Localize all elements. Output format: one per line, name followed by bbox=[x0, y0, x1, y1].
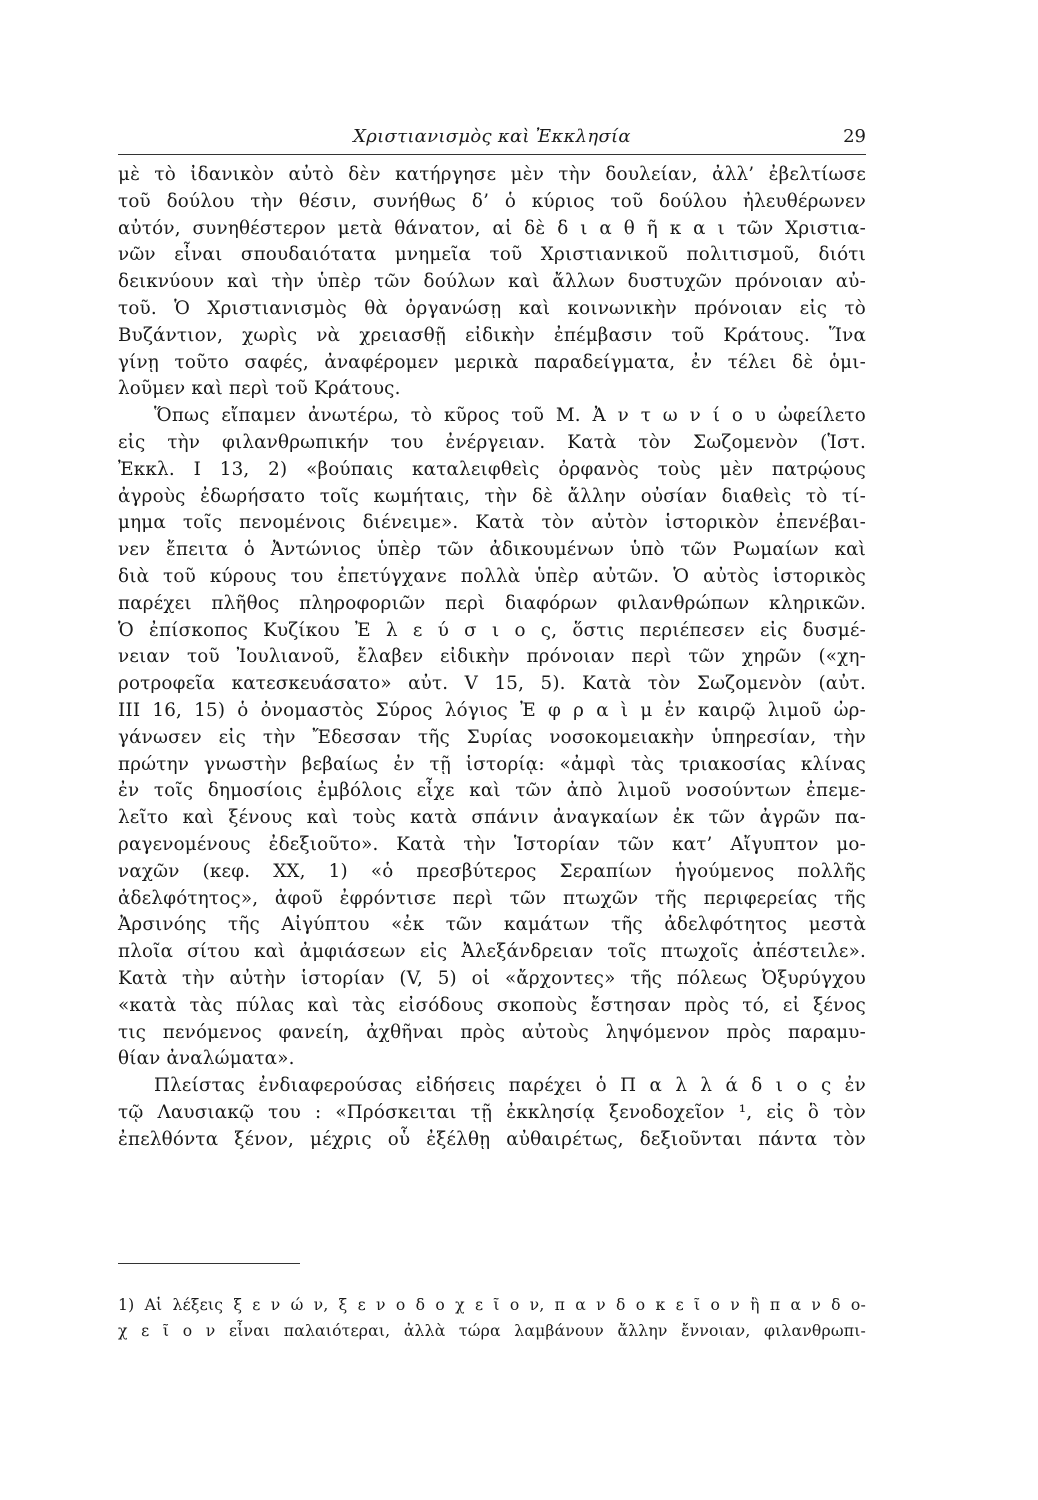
text-line: ἐν τοῖς δημοσίοις ἐμβόλοις εἶχε καὶ τῶν ἀπὸ λιμοῦ νοσούντων ἐπεμε- bbox=[118, 780, 866, 802]
body-text bbox=[118, 162, 866, 1153]
text-line: ραγενομένους ἐδεξιοῦτο». Κατὰ τὴν Ἱστορίαν τῶν κατ’ Αἴγυπτον μο- bbox=[118, 833, 866, 855]
text-line: Ὅπως εἴπαμεν ἀνωτέρω, τὸ κῦρος τοῦ Μ. Ἀ ν τ ω ν ί ο υ ὠφείλετο bbox=[154, 405, 866, 427]
text-line: λοῦμεν καὶ περὶ τοῦ Κράτους. bbox=[118, 378, 401, 400]
text-line: νεν ἔπειτα ὁ Ἀντώνιος ὑπὲρ τῶν ἀδικουμένων ὑπὸ τῶν Ρωμαίων καὶ bbox=[118, 539, 866, 561]
text-line: εἰς τὴν φιλανθρωπικήν του ἐνέργειαν. Κατὰ τὸν Σωζομενὸν (Ἱστ. bbox=[118, 431, 866, 453]
text-line: Ὁ ἐπίσκοπος Κυζίκου Ἐ λ ε ύ σ ι ο ς, ὅστις περιέπεσεν εἰς δυσμέ- bbox=[118, 619, 866, 641]
text-line: ἀδελφότητος», ἀφοῦ ἐφρόντισε περὶ τῶν πτωχῶν τῆς περιφερείας τῆς bbox=[118, 887, 866, 909]
text-line: τοῦ. Ὁ Χριστιανισμὸς θὰ ὀργανώσῃ καὶ κοινωνικὴν πρόνοιαν εἰς τὸ bbox=[118, 297, 866, 319]
text-line: τοῦ δούλου τὴν θέσιν, συνήθως δ’ ὁ κύριος τοῦ δούλου ἠλευθέρωνεν bbox=[118, 190, 866, 212]
text-line: θίαν ἀναλώματα». bbox=[118, 1048, 295, 1070]
text-line: Βυζάντιον, χωρὶς νὰ χρειασθῇ εἰδικὴν ἐπέμβασιν τοῦ Κράτους. Ἵνα bbox=[118, 324, 866, 346]
text-line: λεῖτο καὶ ξένους καὶ τοὺς κατὰ σπάνιν ἀναγκαίων ἐκ τῶν ἀγρῶν πα- bbox=[118, 807, 866, 829]
text-line: Πλείστας ἐνδιαφερούσας εἰδήσεις παρέχει ὁ Π α λ λ ά δ ι ο ς ἐν bbox=[154, 1075, 866, 1097]
text-line: παρέχει πλῆθος πληροφοριῶν περὶ διαφόρων φιλανθρώπων κληρικῶν. bbox=[118, 592, 866, 614]
footnote bbox=[118, 1292, 866, 1344]
text-line: ἀγροὺς ἐδωρήσατο τοῖς κωμήταις, τὴν δὲ ἄλλην οὐσίαν διαθεὶς τὸ τί- bbox=[118, 485, 866, 507]
text-line: αὐτόν, συνηθέστερον μετὰ θάνατον, αἱ δὲ δ ι α θ ῆ κ α ι τῶν Χριστια- bbox=[118, 217, 866, 239]
page-number: 29 bbox=[843, 126, 866, 147]
text-line: πρώτην γνωστὴν βεβαίως ἐν τῇ ἱστορίᾳ: «ἀμφὶ τὰς τριακοσίας κλίνας bbox=[118, 753, 866, 775]
text-line: διὰ τοῦ κύρους του ἐπετύγχανε πολλὰ ὑπὲρ αὐτῶν. Ὁ αὐτὸς ἱστορικὸς bbox=[118, 565, 866, 587]
text-line: Κατὰ τὴν αὐτὴν ἱστορίαν (V, 5) οἱ «ἄρχοντες» τῆς πόλεως Ὀξυρύγχου bbox=[118, 967, 866, 989]
text-line: νειαν τοῦ Ἰουλιανοῦ, ἔλαβεν εἰδικὴν πρόνοιαν περὶ τῶν χηρῶν («χη- bbox=[118, 646, 866, 668]
footnote-divider bbox=[118, 1263, 300, 1264]
text-line: νῶν εἶναι σπουδαιότατα μνημεῖα τοῦ Χριστιανικοῦ πολιτισμοῦ, διότι bbox=[118, 244, 866, 266]
footnote-line: χ ε ῖ ο ν εἶναι παλαιότεραι, ἀλλὰ τώρα λαμβάνουν ἄλλην ἔννοιαν, φιλανθρωπι- bbox=[118, 1322, 866, 1340]
text-line: τῷ Λαυσιακῷ του : «Πρόσκειται τῇ ἐκκλησίᾳ ξενοδοχεῖον ¹, εἰς ὃ τὸν bbox=[118, 1101, 866, 1123]
text-line: ναχῶν (κεφ. ΧΧ, 1) «ὁ πρεσβύτερος Σεραπίων ἡγούμενος πολλῆς bbox=[118, 860, 866, 882]
text-line: γάνωσεν εἰς τὴν Ἔδεσσαν τῆς Συρίας νοσοκομειακὴν ὑπηρεσίαν, τὴν bbox=[118, 726, 866, 748]
text-line: Ἐκκλ. Ι 13, 2) «βούπαις καταλειφθεὶς ὀρφανὸς τοὺς μὲν πατρῴους bbox=[118, 458, 866, 480]
text-line: μὲ τὸ ἰδανικὸν αὐτὸ δὲν κατήργησε μὲν τὴν δουλείαν, ἀλλ’ ἐβελτίωσε bbox=[118, 164, 866, 185]
text-line: ΙΙΙ 16, 15) ὁ ὀνομαστὸς Σύρος λόγιος Ἐ φ ρ α ὶ μ ἐν καιρῷ λιμοῦ ὠρ- bbox=[118, 699, 866, 721]
text-line: δεικνύουν καὶ τὴν ὑπὲρ τῶν δούλων καὶ ἄλλων δυστυχῶν πρόνοιαν αὐ- bbox=[118, 271, 866, 293]
text-line: ἐπελθόντα ξένον, μέχρις οὗ ἐξέλθῃ αὐθαιρέτως, δεξιοῦνται πάντα τὸν bbox=[118, 1128, 866, 1150]
text-line: ροτροφεῖα κατεσκευάσατο» αὐτ. V 15, 5). Κατὰ τὸν Σωζομενὸν (αὐτ. bbox=[118, 673, 866, 695]
running-title: Χριστιανισμὸς καὶ Ἐκκλησία bbox=[353, 126, 631, 147]
footnote-line: 1) Αἱ λέξεις ξ ε ν ώ ν, ξ ε ν ο δ ο χ ε ῖ ο ν, π α ν δ ο κ ε ῖ ο ν ἢ π α ν δ ο- bbox=[118, 1296, 866, 1314]
running-header bbox=[118, 124, 866, 155]
text-line: πλοῖα σίτου καὶ ἀμφιάσεων εἰς Ἀλεξάνδρειαν τοῖς πτωχοῖς ἀπέστειλε». bbox=[118, 941, 866, 963]
text-line: Ἀρσινόης τῆς Αἰγύπτου «ἐκ τῶν καμάτων τῆς ἀδελφότητος μεστὰ bbox=[118, 914, 866, 936]
text-line: «κατὰ τὰς πύλας καὶ τὰς εἰσόδους σκοποὺς ἔστησαν πρὸς τό, εἰ ξένος bbox=[118, 994, 866, 1016]
text-line: τις πενόμενος φανείη, ἀχθῆναι πρὸς αὐτοὺς ληψόμενον πρὸς παραμυ- bbox=[118, 1021, 866, 1043]
text-line: γίνῃ τοῦτο σαφές, ἀναφέρομεν μερικὰ παραδείγματα, ἐν τέλει δὲ ὁμι- bbox=[118, 351, 866, 373]
text-line: μημα τοῖς πενομένοις διένειμε». Κατὰ τὸν αὐτὸν ἱστορικὸν ἐπενέβαι- bbox=[118, 512, 866, 534]
